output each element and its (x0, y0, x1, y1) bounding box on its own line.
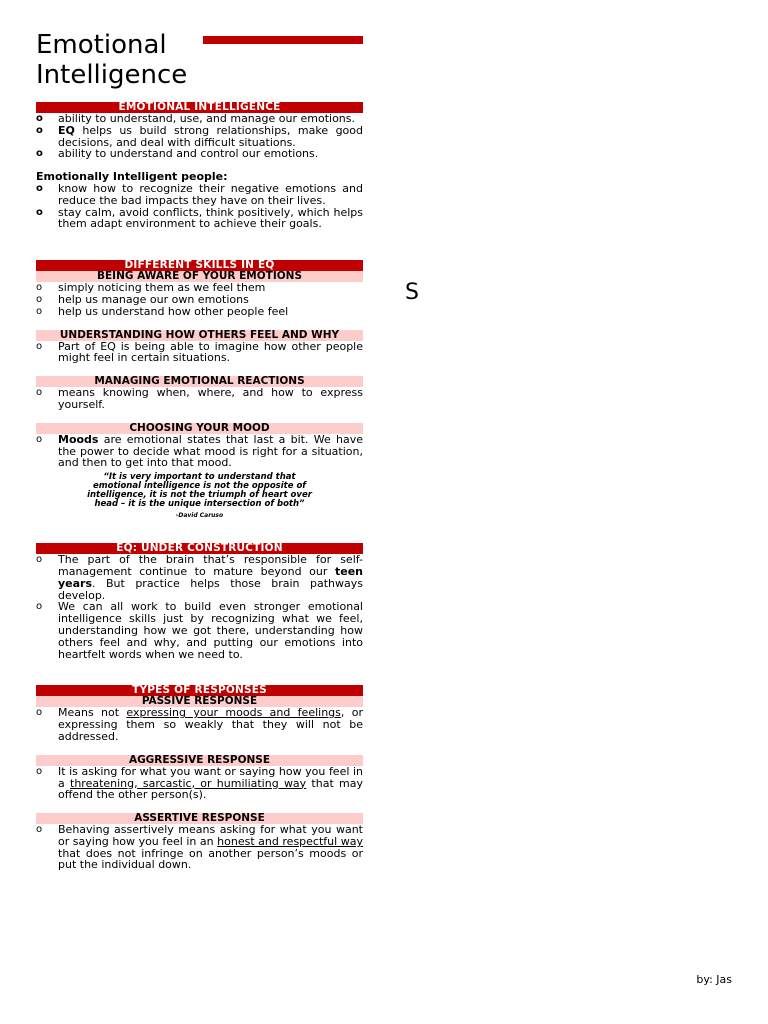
bullet: o (36, 305, 43, 317)
bullet: o (36, 113, 43, 124)
ei-people-list (36, 183, 363, 230)
stray-letter: S (405, 280, 419, 305)
quote-author: -David Caruso (175, 512, 224, 520)
bullet: o (36, 433, 43, 445)
mood-list (36, 434, 363, 469)
list-item: o We can all work to build even stronger emotional intelligence skills just by recognizing what we feel, understanding how we got there, understanding how others feel and why, and putting our emotions into heartfelt words when we need to. (36, 600, 363, 661)
bullet: o (36, 182, 43, 194)
assertive-list (36, 824, 363, 871)
list-item: o It is asking for what you want or saying how you feel in a threatening, sarcastic, or humiliating way that may offend the other person(s). (36, 764, 363, 802)
bullet: o (36, 293, 43, 305)
section-header-skills: DIFFERENT SKILLS IN EQ (36, 260, 363, 271)
construction-list (36, 554, 363, 660)
footer-author: by: Jas (696, 973, 732, 986)
list-item: o ability to understand and control our emotions. (36, 147, 319, 161)
content-column (36, 102, 363, 871)
list-item: o The part of the brain that’s responsible for self-management continue to mature beyond our teen years. But practice helps those brain pathways develop. (36, 553, 363, 602)
sub-header-assertive: ASSERTIVE RESPONSE (36, 813, 363, 824)
bullet: o (36, 601, 43, 613)
section-header-responses: TYPES OF RESPONSES (36, 685, 363, 696)
managing-list (36, 387, 363, 411)
list-item: o stay calm, avoid conflicts, think positively, which helps them adapt environment to achieve their goals. (36, 205, 363, 231)
quote: “It is very important to understand that emotional intelligence is not the opposite of intelligence, it is not the triumph of heart over head – it is the unique intersection of both” (87, 472, 312, 510)
list-item: o Part of EQ is being able to imagine how other people might feel in certain situations. (36, 339, 363, 365)
bullet: o (36, 148, 43, 160)
bullet: o (36, 282, 43, 294)
title-accent-bar (203, 36, 363, 44)
aggressive-list (36, 766, 363, 801)
list-item: o Behaving assertively means asking for what you want or saying how you feel in an honest and respectful way that does not infringe on another person’s moods or put the individual down. (36, 823, 363, 872)
ei-people-label: Emotionally Intelligent people: (36, 170, 228, 184)
bullet: o (36, 554, 43, 566)
list-item: o means knowing when, where, and how to express yourself. (36, 386, 363, 411)
sub-header-others: UNDERSTANDING HOW OTHERS FEEL AND WHY (36, 330, 363, 341)
section-header-construction: EQ: UNDER CONSTRUCTION (36, 543, 363, 554)
list-item: o simply noticing them as we feel them (36, 281, 266, 295)
bullet: o (36, 387, 43, 399)
list-item: o help us understand how other people feel (36, 304, 289, 318)
sub-header-mood: CHOOSING YOUR MOOD (36, 423, 363, 434)
bullet: o (36, 824, 43, 836)
sub-header-aware: BEING AWARE OF YOUR EMOTIONS (36, 271, 363, 282)
bullet: o (36, 206, 43, 218)
sub-header-aggressive: AGGRESSIVE RESPONSE (36, 755, 363, 766)
bullet: o (36, 707, 43, 719)
page-title: Emotional Intelligence (36, 30, 188, 90)
others-list (36, 341, 363, 365)
list-item: o Means not expressing your moods and feelings, or expressing them so weakly that they will not be addressed. (36, 706, 363, 743)
ei-list (36, 113, 363, 160)
bullet: o (36, 765, 43, 777)
list-item: o EQ helps us build strong relationships, make good decisions, and deal with difficult situations. (36, 123, 363, 149)
passive-list (36, 707, 363, 742)
list-item: o help us manage our own emotions (36, 292, 249, 306)
section-header-ei: EMOTIONAL INTELLIGENCE (36, 102, 363, 113)
bullet: o (36, 340, 43, 352)
list-item: o ability to understand, use, and manage our emotions. (36, 112, 355, 125)
aware-list (36, 282, 363, 317)
list-item: o know how to recognize their negative emotions and reduce the bad impacts they have on their lives. (36, 181, 363, 207)
sub-header-managing: MANAGING EMOTIONAL REACTIONS (36, 376, 363, 387)
bullet: o (36, 124, 43, 136)
sub-header-passive: PASSIVE RESPONSE (36, 696, 363, 707)
list-item: o Moods are emotional states that last a bit. We have the power to decide what mood is right for a situation, and then to get into that mood. (36, 432, 363, 470)
